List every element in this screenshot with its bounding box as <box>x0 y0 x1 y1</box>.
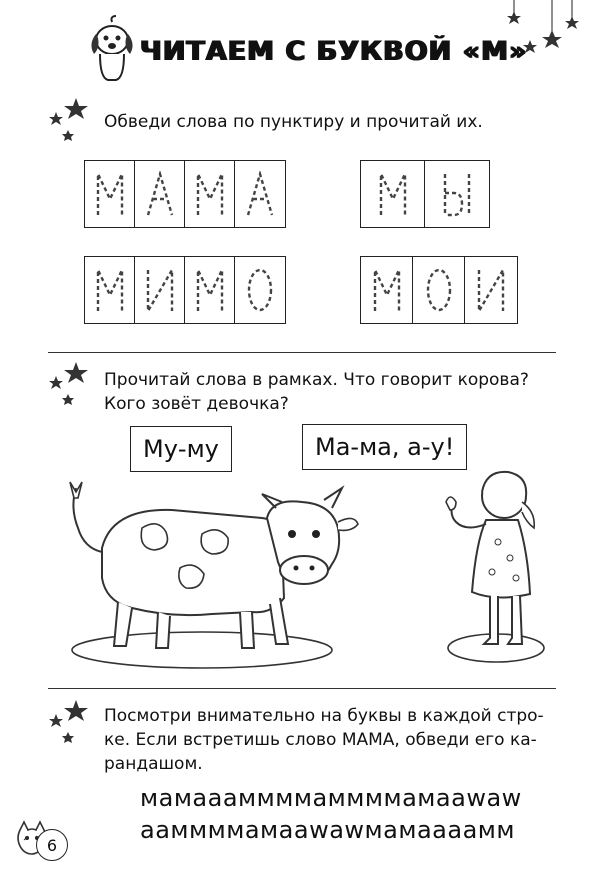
task3-instruction-line1: Посмотри внимательно на буквы в каждой стро- <box>104 706 544 726</box>
divider <box>48 688 556 689</box>
puppy-icon <box>86 14 138 84</box>
star-icon <box>46 360 90 410</box>
task2-instruction-line2: Кого зовёт девочка? <box>104 394 289 414</box>
letter-cell <box>361 161 425 227</box>
cow-word-frame: Му-му <box>130 426 232 472</box>
letter-cell <box>185 257 235 323</box>
letter-cell <box>413 257 465 323</box>
letter-cell <box>465 257 517 323</box>
letter-cell <box>235 257 285 323</box>
star-icon <box>46 96 90 146</box>
letter-row-1: мамаaaммммаммммамаawaw <box>140 784 522 812</box>
divider <box>48 352 556 353</box>
task2-instruction-line1: Прочитай слова в рамках. Что говорит корова? <box>104 370 529 390</box>
letter-row-2: aaммммамаawawмамаaaaмм <box>140 816 515 844</box>
letter-cell <box>361 257 413 323</box>
task3-instruction-line3: рандашом. <box>104 754 203 774</box>
letter-cell <box>135 161 185 227</box>
task1-instruction: Обведи слова по пунктиру и прочитай их. <box>104 112 483 132</box>
letter-cell <box>425 161 489 227</box>
girl-word-frame: Ма-ма, а-у! <box>302 424 467 470</box>
word-cells-my <box>360 160 490 228</box>
letter-cell <box>85 161 135 227</box>
word-cells-mimo <box>84 256 286 324</box>
star-icon <box>46 698 90 748</box>
page-number: 6 <box>36 829 68 861</box>
page-title: ЧИТАЕМ С БУКВОЙ «М» <box>140 36 528 67</box>
word-cells-mama <box>84 160 286 228</box>
task3-instruction-line2: ке. Если встретишь слово МАМА, обведи его ка- <box>104 730 537 750</box>
letter-cell <box>235 161 285 227</box>
letter-cell <box>135 257 185 323</box>
word-cells-moi <box>360 256 518 324</box>
letter-cell <box>185 161 235 227</box>
letter-cell <box>85 257 135 323</box>
cow-illustration <box>62 478 362 678</box>
girl-illustration <box>436 462 546 668</box>
